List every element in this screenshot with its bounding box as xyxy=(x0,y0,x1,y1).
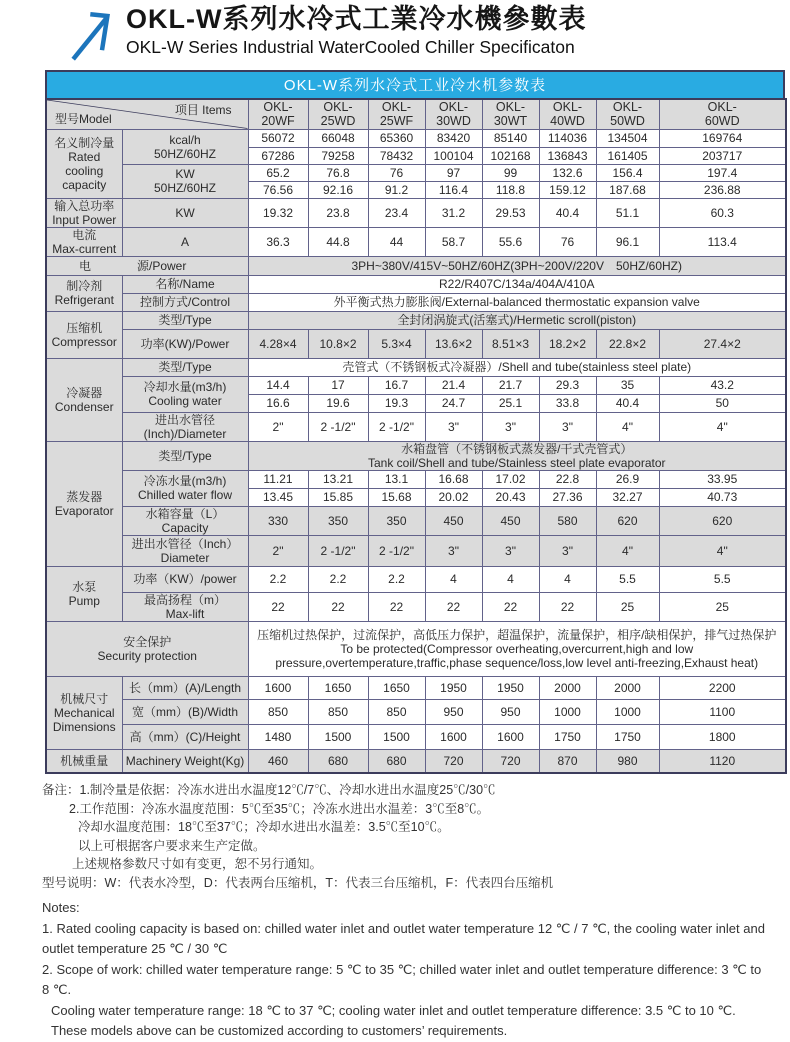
spec-value-cell: 2 -1/2" xyxy=(308,412,368,441)
spec-value-cell: 97 xyxy=(425,164,482,181)
spec-value-cell: 4 xyxy=(482,566,539,592)
spec-value-cell: 116.4 xyxy=(425,181,482,198)
spec-value-cell: 60.3 xyxy=(659,198,786,227)
spec-value-cell: 720 xyxy=(425,749,482,773)
spec-value-cell: 13.6×2 xyxy=(425,329,482,358)
spec-value-cell: 29.3 xyxy=(539,376,596,394)
spec-value-cell: 18.2×2 xyxy=(539,329,596,358)
spec-value-cell: 1000 xyxy=(596,699,659,724)
spec-value-cell: 136843 xyxy=(539,147,596,164)
row-chilled-water-50hz xyxy=(46,470,786,488)
page-header xyxy=(66,3,586,63)
row-condenser-type xyxy=(46,358,786,376)
spec-value-cell: 78432 xyxy=(368,147,425,164)
row-refrigerant-name xyxy=(46,275,786,293)
row-label-condenser-type: 类型/Type xyxy=(122,358,248,376)
spec-value-cell: 13.1 xyxy=(368,470,425,488)
spec-value-cell: 2000 xyxy=(596,676,659,699)
spec-value-cell: 950 xyxy=(425,699,482,724)
spec-value-cell: 96.1 xyxy=(596,227,659,256)
spec-value-cell: 350 xyxy=(308,506,368,535)
note-line: 上述规格参数尺寸如有变更，恕不另行通知。 xyxy=(72,857,323,871)
spec-value-cell: 5.5 xyxy=(659,566,786,592)
spec-value-cell: 1750 xyxy=(596,724,659,749)
spec-value-cell: 3" xyxy=(482,412,539,441)
spec-value-cell: 1100 xyxy=(659,699,786,724)
spec-value-cell: 850 xyxy=(368,699,425,724)
spec-value-cell: 3" xyxy=(425,535,482,566)
security-protection-value: 压缩机过热保护，过流保护，高低压力保护，超温保护，流量保护，相序/缺相保护，排气过热保护 To be protected(Compressor overheating,overcurrent,high and low pressure,overtemperature,traffic,phase sequence/loss,low level anti-freezing,Exhaust heat) xyxy=(248,621,786,676)
spec-value-cell: 22 xyxy=(248,592,308,621)
row-label-cooling-water: 冷却水量(m3/h) Cooling water xyxy=(122,376,248,412)
row-condenser-pipe xyxy=(46,412,786,441)
spec-value-cell: 33.95 xyxy=(659,470,786,488)
spec-value-cell: 980 xyxy=(596,749,659,773)
spec-value-cell: 132.6 xyxy=(539,164,596,181)
column-header-model: OKL- 50WD xyxy=(596,99,659,129)
spec-value-cell: 720 xyxy=(482,749,539,773)
spec-value-cell: 134504 xyxy=(596,129,659,147)
spec-value-cell: 13.21 xyxy=(308,470,368,488)
row-power-supply xyxy=(46,256,786,275)
spec-value-cell: 8.51×3 xyxy=(482,329,539,358)
spec-value-cell: 44 xyxy=(368,227,425,256)
spec-value-cell: 67286 xyxy=(248,147,308,164)
spec-value-cell: 113.4 xyxy=(659,227,786,256)
spec-value-cell: 22.8×2 xyxy=(596,329,659,358)
notes-zh xyxy=(42,781,766,892)
spec-value-cell: 66048 xyxy=(308,129,368,147)
items-axis-label: 项目 Items xyxy=(174,103,232,117)
spec-value-cell: 1750 xyxy=(539,724,596,749)
spec-value-cell: 58.7 xyxy=(425,227,482,256)
spec-value-cell: 4 xyxy=(425,566,482,592)
spec-value-cell: 40.4 xyxy=(596,394,659,412)
spec-value-cell: 4" xyxy=(659,535,786,566)
spec-value-cell: 19.3 xyxy=(368,394,425,412)
spec-value-cell: 65.2 xyxy=(248,164,308,181)
spec-value-cell: 22.8 xyxy=(539,470,596,488)
section-label-input-power: 输入总功率 Input Power xyxy=(46,198,122,227)
row-kw-50hz xyxy=(46,164,786,181)
column-header-model: OKL- 20WF xyxy=(248,99,308,129)
spec-value-cell: 79258 xyxy=(308,147,368,164)
spec-value-cell: 20.02 xyxy=(425,488,482,506)
spec-value-cell: 15.68 xyxy=(368,488,425,506)
section-label-refrigerant: 制冷剂 Refrigerant xyxy=(46,275,122,311)
section-label-compressor: 压缩机 Compressor xyxy=(46,311,122,358)
row-height xyxy=(46,724,786,749)
spec-value-cell: 31.2 xyxy=(425,198,482,227)
spec-value-cell: 19.6 xyxy=(308,394,368,412)
row-width xyxy=(46,699,786,724)
row-label-refrigerant-name: 名称/Name xyxy=(122,275,248,293)
spec-value-cell: 114036 xyxy=(539,129,596,147)
spec-value-cell: 14.4 xyxy=(248,376,308,394)
note-line: 2.工作范围：冷冻水温度范围：5℃至35℃；冷冻水进出水温差：3℃至8℃。 xyxy=(69,801,490,816)
refrigerant-control-value: 外平衡式热力膨胀阀/External-balanced thermostatic expansion valve xyxy=(248,293,786,311)
spec-value-cell: 25 xyxy=(659,592,786,621)
model-header-row xyxy=(46,99,786,129)
spec-value-cell: 17 xyxy=(308,376,368,394)
spec-value-cell: 76.8 xyxy=(308,164,368,181)
spec-value-cell: 2 -1/2" xyxy=(368,412,425,441)
arrow-up-right-icon xyxy=(66,5,120,63)
section-label-max-current: 电流 Max-current xyxy=(46,227,122,256)
spec-value-cell: 27.4×2 xyxy=(659,329,786,358)
spec-value-cell: 92.16 xyxy=(308,181,368,198)
row-label-compressor-type: 类型/Type xyxy=(122,311,248,329)
row-input-power xyxy=(46,198,786,227)
section-label-security: 安全保护 Security protection xyxy=(46,621,248,676)
spec-value-cell: 1950 xyxy=(425,676,482,699)
row-cooling-water-50hz xyxy=(46,376,786,394)
spec-value-cell: 85140 xyxy=(482,129,539,147)
spec-value-cell: 25 xyxy=(596,592,659,621)
note-line: 冷却水温度范围：18℃至37℃；冷却水进出水温差：3.5℃至10℃。 xyxy=(78,820,450,834)
spec-value-cell: 29.53 xyxy=(482,198,539,227)
spec-value-cell: 1650 xyxy=(308,676,368,699)
spec-value-cell: 15.85 xyxy=(308,488,368,506)
spec-value-cell: 91.2 xyxy=(368,181,425,198)
note-line: 以上可根据客户要求来生产定做。 xyxy=(78,838,266,853)
spec-value-cell: 620 xyxy=(659,506,786,535)
spec-value-cell: 5.5 xyxy=(596,566,659,592)
row-label-chilled-water: 冷冻水量(m3/h) Chilled water flow xyxy=(122,470,248,506)
spec-value-cell: 24.7 xyxy=(425,394,482,412)
spec-value-cell: 3" xyxy=(482,535,539,566)
row-label-pump-power: 功率（KW）/power xyxy=(122,566,248,592)
spec-value-cell: 850 xyxy=(308,699,368,724)
spec-value-cell: 2200 xyxy=(659,676,786,699)
row-label-condenser-pipe: 进出水管径 (Inch)/Diameter xyxy=(122,412,248,441)
spec-value-cell: 4" xyxy=(659,412,786,441)
spec-value-cell: 83420 xyxy=(425,129,482,147)
spec-value-cell: 22 xyxy=(425,592,482,621)
spec-value-cell: 950 xyxy=(482,699,539,724)
spec-table-container xyxy=(45,70,785,774)
spec-value-cell: 55.6 xyxy=(482,227,539,256)
spec-value-cell: 680 xyxy=(308,749,368,773)
section-label-rated-cooling: 名义制冷量 Rated cooling capacity xyxy=(46,129,122,198)
row-compressor-power xyxy=(46,329,786,358)
power-supply-value: 3PH~380V/415V~50HZ/60HZ(3PH~200V/220V 50HZ/60HZ) xyxy=(248,256,786,275)
row-compressor-type xyxy=(46,311,786,329)
spec-value-cell: 236.88 xyxy=(659,181,786,198)
section-label-pump: 水泵 Pump xyxy=(46,566,122,621)
row-length xyxy=(46,676,786,699)
row-security-protection xyxy=(46,621,786,676)
spec-value-cell: 51.1 xyxy=(596,198,659,227)
row-label-kw: KW 50HZ/60HZ xyxy=(122,164,248,198)
spec-value-cell: 3" xyxy=(425,412,482,441)
spec-value-cell: 26.9 xyxy=(596,470,659,488)
spec-value-cell: 580 xyxy=(539,506,596,535)
compressor-type-value: 全封闭涡旋式(活塞式)/Hermetic scroll(piston) xyxy=(248,311,786,329)
spec-value-cell: 56072 xyxy=(248,129,308,147)
spec-value-cell: 1120 xyxy=(659,749,786,773)
spec-value-cell: 32.27 xyxy=(596,488,659,506)
row-refrigerant-control xyxy=(46,293,786,311)
evaporator-type-value: 水箱盘管（不锈钢板式蒸发器/干式壳管式） Tank coil/Shell and tube/Stainless steel plate evaporator xyxy=(248,441,786,470)
spec-value-cell: 197.4 xyxy=(659,164,786,181)
notes-en xyxy=(42,898,772,1042)
note-line: Cooling water temperature range: 18 ℃ to 37 ℃; cooling water inlet and outlet temperature difference: 3.5 ℃ to 10 ℃. xyxy=(51,1002,736,1018)
spec-value-cell: 850 xyxy=(248,699,308,724)
row-label-evaporator-type: 类型/Type xyxy=(122,441,248,470)
row-machinery-weight xyxy=(46,749,786,773)
spec-value-cell: 169764 xyxy=(659,129,786,147)
row-evaporator-type xyxy=(46,441,786,470)
row-label-length: 长（mm）(A)/Length xyxy=(122,676,248,699)
spec-value-cell: 187.68 xyxy=(596,181,659,198)
spec-value-cell: 22 xyxy=(482,592,539,621)
table-banner: OKL-W系列水冷式工业冷水机参数表 xyxy=(45,70,785,98)
spec-value-cell: 2" xyxy=(248,412,308,441)
spec-value-cell: 1500 xyxy=(368,724,425,749)
spec-value-cell: 43.2 xyxy=(659,376,786,394)
spec-value-cell: 22 xyxy=(539,592,596,621)
row-label-width: 宽（mm）(B)/Width xyxy=(122,699,248,724)
corner-cell xyxy=(46,99,248,129)
spec-value-cell: 1650 xyxy=(368,676,425,699)
spec-value-cell: 40.4 xyxy=(539,198,596,227)
spec-value-cell: 76 xyxy=(539,227,596,256)
spec-value-cell: 76 xyxy=(368,164,425,181)
row-label-compressor-power: 功率(KW)/Power xyxy=(122,329,248,358)
note-line: 2. Scope of work: chilled water temperature range: 5 ℃ to 35 ℃; chilled water inlet and outlet temperature difference: 3 ℃ to 8 ℃. xyxy=(42,961,762,997)
spec-value-cell: 4" xyxy=(596,535,659,566)
spec-value-cell: 1600 xyxy=(482,724,539,749)
spec-value-cell: 50 xyxy=(659,394,786,412)
spec-value-cell: 156.4 xyxy=(596,164,659,181)
spec-value-cell: 1800 xyxy=(659,724,786,749)
spec-value-cell: 17.02 xyxy=(482,470,539,488)
spec-value-cell: 2 -1/2" xyxy=(368,535,425,566)
spec-value-cell: 36.3 xyxy=(248,227,308,256)
row-label-kcal: kcal/h 50HZ/60HZ xyxy=(122,129,248,164)
spec-value-cell: 2.2 xyxy=(248,566,308,592)
page-subtitle: OKL-W Series Industrial WaterCooled Chiller Specificaton xyxy=(126,37,575,57)
column-header-model: OKL- 60WD xyxy=(659,99,786,129)
spec-value-cell: 1600 xyxy=(425,724,482,749)
row-pump-power xyxy=(46,566,786,592)
row-tank-capacity xyxy=(46,506,786,535)
spec-value-cell: 35 xyxy=(596,376,659,394)
row-label-max-lift: 最高扬程（m） Max-lift xyxy=(122,592,248,621)
spec-value-cell: 203717 xyxy=(659,147,786,164)
row-label-height: 高（mm）(C)/Height xyxy=(122,724,248,749)
row-label-power-supply: 电 源/Power xyxy=(46,256,248,275)
spec-value-cell: 16.7 xyxy=(368,376,425,394)
spec-value-cell: 2" xyxy=(248,535,308,566)
spec-value-cell: 10.8×2 xyxy=(308,329,368,358)
spec-value-cell: 22 xyxy=(368,592,425,621)
spec-value-cell: 65360 xyxy=(368,129,425,147)
spec-value-cell: 27.36 xyxy=(539,488,596,506)
spec-value-cell: 19.32 xyxy=(248,198,308,227)
row-label-evaporator-pipe: 进出水管径（Inch） Diameter xyxy=(122,535,248,566)
spec-value-cell: 460 xyxy=(248,749,308,773)
section-label-weight: 机械重量 xyxy=(46,749,122,773)
spec-value-cell: 870 xyxy=(539,749,596,773)
page-title: OKL-W系列水冷式工業冷水機參數表 xyxy=(126,4,587,34)
spec-value-cell: 21.7 xyxy=(482,376,539,394)
spec-value-cell: 2 -1/2" xyxy=(308,535,368,566)
spec-value-cell: 16.68 xyxy=(425,470,482,488)
spec-value-cell: 1000 xyxy=(539,699,596,724)
spec-value-cell: 680 xyxy=(368,749,425,773)
spec-value-cell: 16.6 xyxy=(248,394,308,412)
spec-value-cell: 1950 xyxy=(482,676,539,699)
row-max-current xyxy=(46,227,786,256)
section-label-dimensions: 机械尺寸 Mechanical Dimensions xyxy=(46,676,122,749)
spec-value-cell: 330 xyxy=(248,506,308,535)
spec-value-cell: 23.4 xyxy=(368,198,425,227)
row-label-ampere-unit: A xyxy=(122,227,248,256)
spec-value-cell: 1600 xyxy=(248,676,308,699)
model-axis-label: 型号Model xyxy=(55,111,112,126)
spec-value-cell: 100104 xyxy=(425,147,482,164)
column-header-model: OKL- 30WT xyxy=(482,99,539,129)
spec-value-cell: 450 xyxy=(482,506,539,535)
note-line: Notes: xyxy=(42,900,80,915)
note-line: 1. Rated cooling capacity is based on: chilled water inlet and outlet water temperature 12 ℃ / 7 ℃, the cooling water inlet and outlet temperature 25 ℃ / 30 ℃ xyxy=(42,920,765,956)
row-evaporator-pipe xyxy=(46,535,786,566)
row-label-tank-capacity: 水箱容量（L） Capacity xyxy=(122,506,248,535)
row-label-weight: Machinery Weight(Kg) xyxy=(122,749,248,773)
row-kcal-50hz xyxy=(46,129,786,147)
note-line: 型号说明：W：代表水冷型，D：代表两台压缩机，T：代表三台压缩机，F：代表四台压缩机 xyxy=(42,875,554,890)
spec-value-cell: 1500 xyxy=(308,724,368,749)
spec-value-cell: 5.3×4 xyxy=(368,329,425,358)
spec-value-cell: 1480 xyxy=(248,724,308,749)
column-header-model: OKL- 25WF xyxy=(368,99,425,129)
spec-value-cell: 99 xyxy=(482,164,539,181)
spec-value-cell: 23.8 xyxy=(308,198,368,227)
spec-value-cell: 4.28×4 xyxy=(248,329,308,358)
column-header-model: OKL- 40WD xyxy=(539,99,596,129)
spec-value-cell: 25.1 xyxy=(482,394,539,412)
spec-value-cell: 450 xyxy=(425,506,482,535)
column-header-model: OKL- 30WD xyxy=(425,99,482,129)
spec-value-cell: 4 xyxy=(539,566,596,592)
spec-value-cell: 2.2 xyxy=(368,566,425,592)
spec-value-cell: 102168 xyxy=(482,147,539,164)
section-label-condenser: 冷凝器 Condenser xyxy=(46,358,122,441)
spec-value-cell: 4" xyxy=(596,412,659,441)
row-label-refrigerant-control: 控制方式/Control xyxy=(122,293,248,311)
section-label-evaporator: 蒸发器 Evaporator xyxy=(46,441,122,566)
spec-value-cell: 161405 xyxy=(596,147,659,164)
spec-table xyxy=(45,98,787,774)
spec-value-cell: 3" xyxy=(539,412,596,441)
spec-value-cell: 76.56 xyxy=(248,181,308,198)
spec-value-cell: 44.8 xyxy=(308,227,368,256)
spec-value-cell: 40.73 xyxy=(659,488,786,506)
spec-value-cell: 21.4 xyxy=(425,376,482,394)
spec-value-cell: 3" xyxy=(539,535,596,566)
condenser-type-value: 壳管式（不锈钢板式冷凝器）/Shell and tube(stainless steel plate) xyxy=(248,358,786,376)
note-line: 备注：1.制冷量是依据：冷冻水进出水温度12℃/7℃、冷却水进出水温度25℃/30℃ xyxy=(42,783,496,797)
refrigerant-name-value: R22/R407C/134a/404A/410A xyxy=(248,275,786,293)
spec-value-cell: 350 xyxy=(368,506,425,535)
spec-value-cell: 33.8 xyxy=(539,394,596,412)
spec-value-cell: 620 xyxy=(596,506,659,535)
spec-value-cell: 118.8 xyxy=(482,181,539,198)
spec-value-cell: 159.12 xyxy=(539,181,596,198)
note-line: These models above can be customized according to customers’ requirements. xyxy=(51,1023,508,1038)
spec-value-cell: 2000 xyxy=(539,676,596,699)
spec-value-cell: 11.21 xyxy=(248,470,308,488)
column-header-model: OKL- 25WD xyxy=(308,99,368,129)
spec-value-cell: 22 xyxy=(308,592,368,621)
row-max-lift xyxy=(46,592,786,621)
spec-value-cell: 13.45 xyxy=(248,488,308,506)
spec-value-cell: 20.43 xyxy=(482,488,539,506)
row-label-kw-unit: KW xyxy=(122,198,248,227)
spec-value-cell: 2.2 xyxy=(308,566,368,592)
